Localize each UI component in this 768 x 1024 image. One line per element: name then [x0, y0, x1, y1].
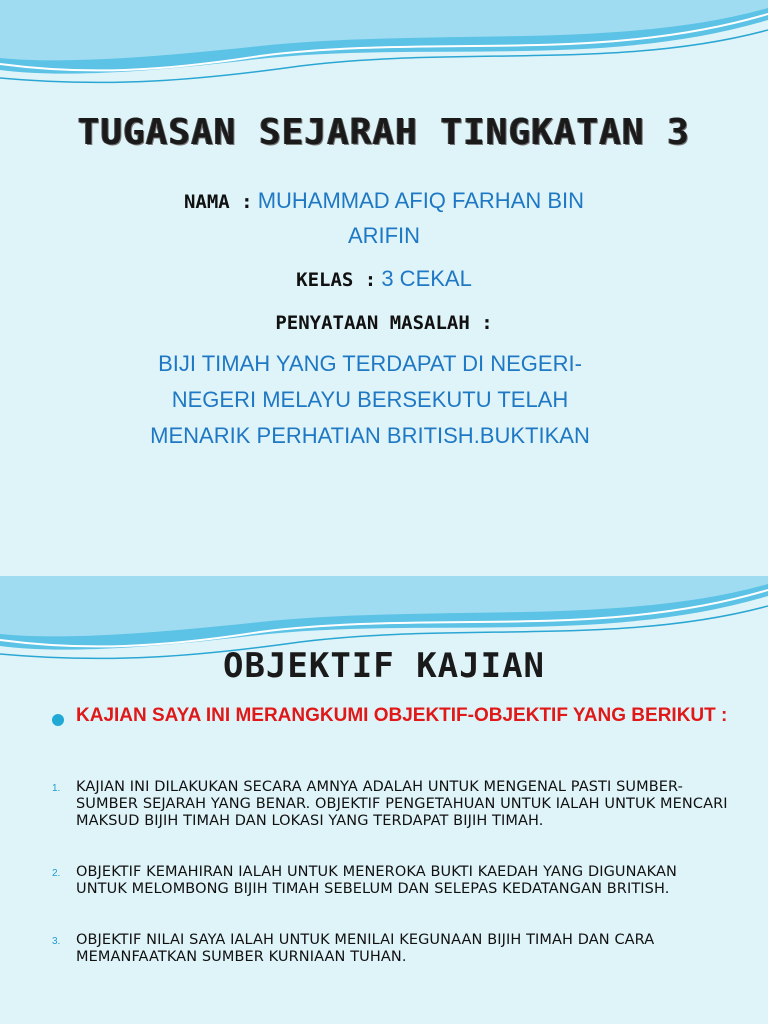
- objective-list: [52, 779, 732, 1000]
- bullet-text: KAJIAN SAYA INI MERANGKUMI OBJEKTIF-OBJEKTIF YANG BERIKUT :: [76, 705, 728, 726]
- list-item: [52, 779, 732, 830]
- nama-value-2: ARIFIN: [347, 223, 421, 248]
- penyataan-row: [0, 312, 768, 334]
- problem-statement: [90, 346, 650, 454]
- item-text: OBJEKTIF KEMAHIRAN IALAH UNTUK MENEROKA BUKTI KAEDAH YANG DIGUNAKAN UNTUK MELOMBONG BIJIH TIMAH SEBELUM DAN SELEPAS KEDATANGAN BRITISH.: [76, 864, 677, 897]
- problem-line: BIJI TIMAH YANG TERDAPAT DI NEGERI-: [158, 351, 582, 376]
- item-text: KAJIAN INI DILAKUKAN SECARA AMNYA ADALAH UNTUK MENGENAL PASTI SUMBER-SUMBER SEJARAH YANG BENAR. OBJEKTIF PENGETAHUAN UNTUK IALAH UNTUK MENCARI MAKSUD BIJIH TIMAH DAN LOKASI YANG TERDAPAT BIJIH TIMAH.: [76, 779, 728, 829]
- nama-row: [0, 188, 768, 214]
- bullet-intro: [52, 706, 732, 726]
- page-title: TUGASAN SEJARAH TINGKATAN 3: [77, 112, 691, 153]
- item-number: 3.: [52, 936, 61, 947]
- item-number: 1.: [52, 783, 61, 794]
- problem-line: MENARIK PERHATIAN BRITISH.BUKTIKAN: [150, 423, 590, 448]
- nama-label: NAMA :: [183, 191, 253, 213]
- list-item: [52, 932, 732, 966]
- problem-line: NEGERI MELAYU BERSEKUTU TELAH: [171, 387, 569, 412]
- bullet-dot-icon: [52, 714, 64, 726]
- item-number: 2.: [52, 868, 61, 879]
- penyataan-label: PENYATAAN MASALAH :: [275, 312, 493, 334]
- item-text: OBJEKTIF NILAI SAYA IALAH UNTUK MENILAI KEGUNAAN BIJIH TIMAH DAN CARA MEMANFAATKAN SUMBER KURNIAAN TUHAN.: [76, 932, 655, 965]
- nama-row-2: [0, 223, 768, 249]
- section-title: OBJEKTIF KAJIAN: [222, 646, 546, 686]
- list-item: [52, 864, 732, 898]
- wave-decoration: [0, 0, 768, 100]
- kelas-row: [0, 266, 768, 292]
- nama-value: MUHAMMAD AFIQ FARHAN BIN: [257, 188, 585, 213]
- kelas-value: 3 CEKAL: [381, 266, 472, 291]
- kelas-label: KELAS :: [296, 269, 377, 291]
- slide-2: [0, 576, 768, 1024]
